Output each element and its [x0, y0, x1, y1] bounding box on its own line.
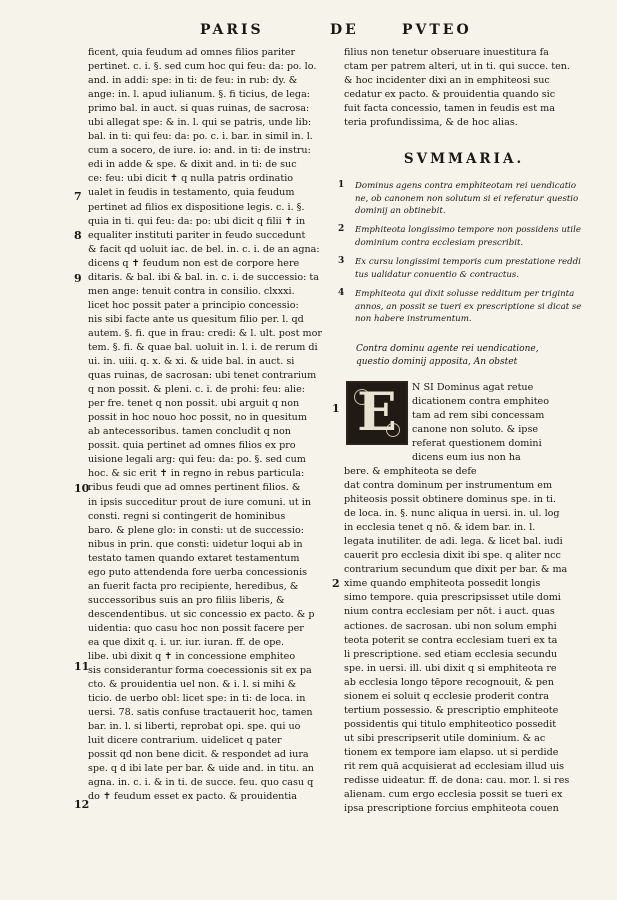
text-line: Dominus agens contra emphiteotam rei uendicatio: [355, 181, 577, 191]
text-line: spe. in uersi. ill. ubi dixit q si emphiteota re: [344, 662, 557, 674]
margin-number: 10: [74, 482, 90, 495]
text-line: dicens q ✝ feudum non est de corpore here: [88, 257, 300, 269]
text-line: de loca. in. §. nunc aliqua in uersi. in. ul. log: [344, 508, 560, 520]
text-line: edi in adde & spe. & dixit and. in ti: de suc: [88, 159, 297, 171]
text-line: filius non tenetur obseruare inuestitura fa: [344, 47, 549, 58]
header-right: PVTEO: [402, 22, 472, 38]
text-line: equaliter instituti pariter in feudo succedunt: [88, 229, 306, 241]
margin-number: 8: [74, 229, 82, 242]
text-line: men ange: tenuit contra in consilio. clxxxi.: [88, 285, 295, 297]
margin-number: 11: [74, 660, 90, 673]
text-line: bar. in. l. si liberti, reprobat opi. spe. qui uo: [88, 721, 301, 733]
text-line: tionem ex tempore iam elapso. ut si perdide: [344, 746, 559, 758]
summaria-heading: SVMMARIA.: [403, 151, 525, 167]
text-line: licet hoc possit pater a principio concessio:: [88, 299, 299, 311]
text-line: do ✝ feudum esset ex pacto. & prouidentia: [88, 791, 297, 803]
text-line: tam ad rem sibi concessam: [412, 410, 545, 422]
text-line: rit rem quā acquisierat ad ecclesiam illud uis: [344, 760, 565, 772]
text-line: tem. §. fi. & quae bal. uoluit in. l. i. de rerum di: [88, 341, 318, 353]
text-line: tertium possessio. & prescriptio emphiteote: [344, 704, 559, 716]
text-line: agna. in. c. i. & in ti. de succe. feu. quo casu q: [88, 777, 314, 789]
summaria-entry: [355, 288, 587, 326]
right-column-opening-text: [412, 381, 584, 465]
initial-letter: E: [357, 382, 397, 443]
text-line: questio dominij apposita, An obstet: [356, 357, 518, 367]
text-line: li prescriptione. sed etiam ecclesia secundu: [344, 648, 558, 660]
text-line: & facit qd uoluit iac. de bel. in. c. i. de an agna:: [88, 243, 320, 255]
text-line: libe. ubi dixit q ✝ in concessione emphiteo: [88, 651, 296, 663]
margin-number: 7: [74, 190, 82, 203]
text-line: ne, ob canonem non solutum si ei referatur questio: [355, 193, 579, 204]
text-line: dicens eum ius non ha: [412, 452, 521, 464]
text-line: redisse uideatur. ff. de dona: cau. mor. l. si res: [344, 775, 570, 787]
text-line: teota poterit se contra ecclesiam tueri ex ta: [344, 634, 558, 646]
text-line: ubi allegat spe: & in. l. qui se patris, unde lib:: [88, 117, 312, 129]
text-line: uidentia: quo casu hoc non possit facere per: [88, 622, 304, 634]
text-line: bere. & emphiteota se defe: [344, 466, 477, 477]
summaria-number: 2: [338, 224, 345, 234]
text-line: ea que dixit q. i. ur. iur. iuran. ff. de ope.: [88, 636, 285, 648]
header-middle: DE: [330, 22, 359, 38]
text-line: pertinet ad filios ex dispositione legis. c. i. §.: [88, 201, 305, 213]
text-line: ualet in feudis in testamento, quia feudum: [88, 187, 295, 199]
margin-number: 1: [332, 402, 340, 415]
text-line: uersi. 78. satis confuse tractauerit hoc, tamen: [88, 707, 313, 719]
text-line: dat contra dominum per instrumentum em: [344, 480, 553, 492]
text-line: and. in addi: spe: in ti: de feu: in rub: dy. &: [88, 75, 298, 87]
text-line: fuit facta concessio, tamen in feudis est ma: [344, 103, 555, 115]
text-line: N SI Dominus agat retue: [412, 382, 534, 393]
text-line: consti. regni si contingerit de hominibus: [88, 510, 286, 522]
header-left: PARIS: [200, 22, 264, 38]
text-line: nis sibi facte ante us quesitum filio per. l. qd: [88, 313, 304, 325]
section-subtitle: [356, 343, 586, 369]
text-line: ange: in. l. apud iulianum. §. fi ticius, de lega:: [88, 89, 311, 101]
text-line: per fre. tenet q non possit. ubi arguit q non: [88, 398, 300, 410]
text-line: ctam per patrem alteri, ut in ti. qui succe. ten.: [344, 61, 570, 73]
text-line: possit in hoc nouo hoc possit, no in quesitum: [88, 412, 307, 424]
text-line: descendentibus. ut sic concessio ex pacto. & p: [88, 608, 315, 620]
text-line: possit qd non bene dicit. & respondet ad iura: [88, 749, 309, 761]
text-line: pertinet. c. i. §. sed cum hoc qui feu: da: po. lo.: [88, 61, 317, 73]
margin-number: 12: [74, 798, 90, 811]
text-line: dicationem contra emphiteo: [412, 396, 550, 408]
text-line: possit. quia pertinet ad omnes filios ex pro: [88, 440, 296, 452]
text-line: luit dicere contrarium. uidelicet q pater: [88, 735, 282, 747]
text-line: an fuerit facta pro recipiente, heredibus, &: [88, 580, 299, 592]
text-line: spe. q d ibi late per bar. & uide and. in titu. an: [88, 763, 314, 775]
text-line: in ipsis succeditur prout de iure comuni. ut in: [88, 496, 311, 508]
text-line: ficent, quia feudum ad omnes filios pariter: [88, 47, 296, 58]
text-line: teria profundissima, & de hoc alias.: [344, 117, 518, 129]
text-line: in ecclesia tenet q nō. & idem bar. in. l.: [344, 522, 536, 534]
text-line: primo bal. in auct. si quas ruinas, de sacrosa:: [88, 103, 310, 115]
text-line: ipsa prescriptione forcius emphiteota couen: [344, 803, 559, 815]
text-line: ticio. de uerbo obl: licet spe: in ti: de loca. in: [88, 693, 306, 705]
text-line: ut sibi prescripserit utile dominium. & ac: [344, 732, 546, 744]
text-line: successoribus suis an pro filiis liberis, &: [88, 594, 285, 606]
text-line: ribus feudi que ad omnes pertinent filios. &: [88, 482, 301, 494]
text-line: cum a socero, de iure. io: and. in ti: de instru:: [88, 145, 311, 157]
text-line: ui. in. uiii. q. x. & xi. & uide bal. in auct. si: [88, 356, 295, 368]
text-line: hoc. & sic erit ✝ in regno in rebus particula:: [88, 468, 305, 480]
text-line: simo tempore. quia prescripsisset utile domi: [344, 592, 561, 604]
margin-number: 2: [332, 577, 340, 590]
margin-number: 9: [74, 272, 82, 285]
text-line: uisione legali arg: qui feu: da: po. §. sed cum: [88, 454, 306, 466]
text-line: actiones. de sacrosan. ubi non solum emphi: [344, 620, 557, 632]
text-line: Emphiteota longissimo tempore non possidens utile: [355, 225, 581, 235]
text-line: & hoc incidenter dixi an in emphiteosi suc: [344, 75, 550, 87]
text-line: sionem ei soluit q ecclesie proderit contra: [344, 690, 549, 702]
text-line: testato tamen quando extaret testamentum: [88, 552, 300, 564]
text-line: nibus in prin. que consti: uidetur loqui ab in: [88, 538, 303, 550]
summaria-number: 3: [338, 256, 345, 266]
text-line: legata inutiliter. de adi. lega. & licet bal. iudi: [344, 536, 563, 548]
text-line: ego puto attendenda fore uerba concessionis: [88, 566, 308, 578]
text-line: Contra dominu agente rei uendicatione,: [356, 344, 539, 354]
text-line: annos, an possit se tueri ex prescriptione si dicat se: [355, 301, 582, 312]
summaria-entry: [355, 180, 587, 218]
text-line: ab antecessoribus. tamen concludit q non: [88, 426, 291, 438]
summaria-entry: [355, 256, 587, 281]
decorated-initial: [346, 381, 408, 445]
summaria-number: 1: [338, 180, 345, 190]
text-line: alienam. cum ergo ecclesia possit se tueri ex: [344, 789, 563, 801]
right-column-top-text: [344, 46, 584, 130]
summaria-entry: [355, 224, 587, 249]
text-line: sis considerantur forma coecessionis sit ex pa: [88, 665, 312, 677]
text-line: non habere instrumentum.: [355, 314, 472, 325]
left-column-text: [88, 46, 326, 805]
text-line: cto. & prouidentia uel non. & i. l. si mihi &: [88, 679, 297, 691]
text-line: xime quando emphiteota possedit longis: [344, 578, 541, 590]
text-line: quia in ti. qui feu: da: po: ubi dicit q filii ✝ in: [88, 215, 306, 227]
text-line: canone non soluto. & ipse: [412, 424, 539, 436]
text-line: ce: feu: ubi dicit ✝ q nulla patris ordinatio: [88, 173, 294, 185]
text-line: Emphiteota qui dixit solusse redditum per triginta: [355, 289, 575, 299]
text-line: tus ualidatur conuentio & contractus.: [355, 269, 520, 280]
text-line: q non possit. & pleni. c. i. de prohi: feu: alie:: [88, 384, 305, 396]
text-line: quas ruinas, de sacrosan: ubi tenet contrarium: [88, 370, 317, 382]
text-line: dominium contra ecclesiam prescribit.: [355, 237, 524, 248]
text-line: dominij an obtinebit.: [355, 206, 446, 217]
text-line: ditaris. & bal. ibi & bal. in. c. i. de successio: ta: [88, 271, 319, 283]
text-line: baro. & plene glo: in consti: ut de successio:: [88, 524, 304, 536]
text-line: cedatur ex pacto. & prouidentia quando sic: [344, 89, 556, 101]
text-line: nium contra ecclesiam per nōt. i auct. quas: [344, 606, 555, 618]
text-line: bal. in ti: qui feu: da: po. c. i. bar. in simil in. l.: [88, 131, 313, 143]
summaria-number: 4: [338, 288, 345, 298]
text-line: referat questionem domini: [412, 438, 542, 450]
text-line: autem. §. fi. que in frau: credi: & l. ult. post mor: [88, 327, 322, 339]
text-line: possidentis qui titulo emphiteotico possedit: [344, 718, 557, 730]
text-line: phiteosis possit obtinere dominus spe. in ti.: [344, 494, 556, 506]
text-line: contrarium secundum que dixit per bar. & ma: [344, 564, 568, 576]
text-line: ab ecclesia longo tēpore recognouit, & pen: [344, 676, 554, 688]
right-column-body-text: [344, 465, 584, 816]
text-line: Ex cursu longissimi temporis cum prestatione reddi: [355, 257, 581, 267]
text-line: cauerit pro ecclesia dixit ibi spe. q aliter ncc: [344, 550, 561, 562]
